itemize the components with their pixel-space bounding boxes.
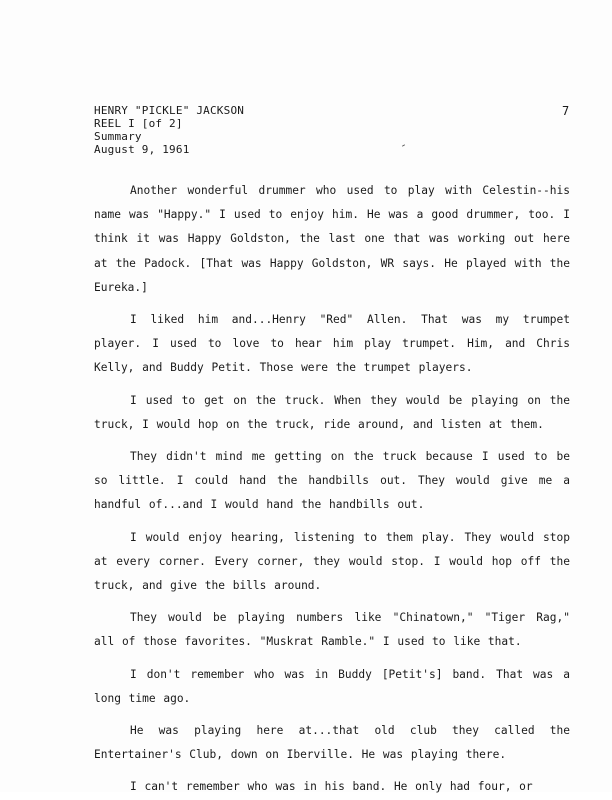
paragraph: They didn't mind me getting on the truck because I used to be so little. I could hand the handbills out. They would give me a handful of...and I would hand the handbills out. <box>94 450 570 512</box>
document-header <box>94 104 244 156</box>
paragraph: I used to get on the truck. When they would be playing on the truck, I would hop on the truck, ride around, and listen at them. <box>94 393 570 431</box>
paragraph: Another wonderful drummer who used to play with Celestin--his name was "Happy." I used to enjoy him. He was a good drummer, too. I think it was Happy Goldston, the last one that was working out here at the Padock. [That was Happy Goldston, WR says. He played with the Eureka.] <box>94 184 570 294</box>
paragraph: I would enjoy hearing, listening to them play. They would stop at every corner. Every corner, they would stop. I would hop off the truck, and give the bills around. <box>94 530 570 593</box>
page-number: 7 <box>562 104 570 118</box>
scan-speck <box>402 144 405 146</box>
paragraph: He was playing here at...that old club they called the Entertainer's Club, down on Iberville. He was playing there. <box>94 724 570 762</box>
paragraph: I don't remember who was in Buddy [Petit's] band. That was a long time ago. <box>94 667 570 705</box>
paragraph: I liked him and...Henry "Red" Allen. That was my trumpet player. I used to love to hear him play trumpet. Him, and Chris Kelly, and Buddy Petit. Those were the trumpet players. <box>94 313 570 375</box>
paragraph: They would be playing numbers like "Chinatown," "Tiger Rag," all of those favorites. "Muskrat Ramble." I used to like that. <box>94 611 570 649</box>
header-type: Summary <box>94 130 142 143</box>
header-reel: REEL I [of 2] <box>94 117 183 130</box>
summary-body <box>94 179 570 800</box>
header-interviewee: HENRY "PICKLE" JACKSON <box>94 104 245 117</box>
header-date: August 9, 1961 <box>94 143 190 156</box>
paragraph: I can't remember who was in his band. He only had four, or <box>130 780 533 794</box>
